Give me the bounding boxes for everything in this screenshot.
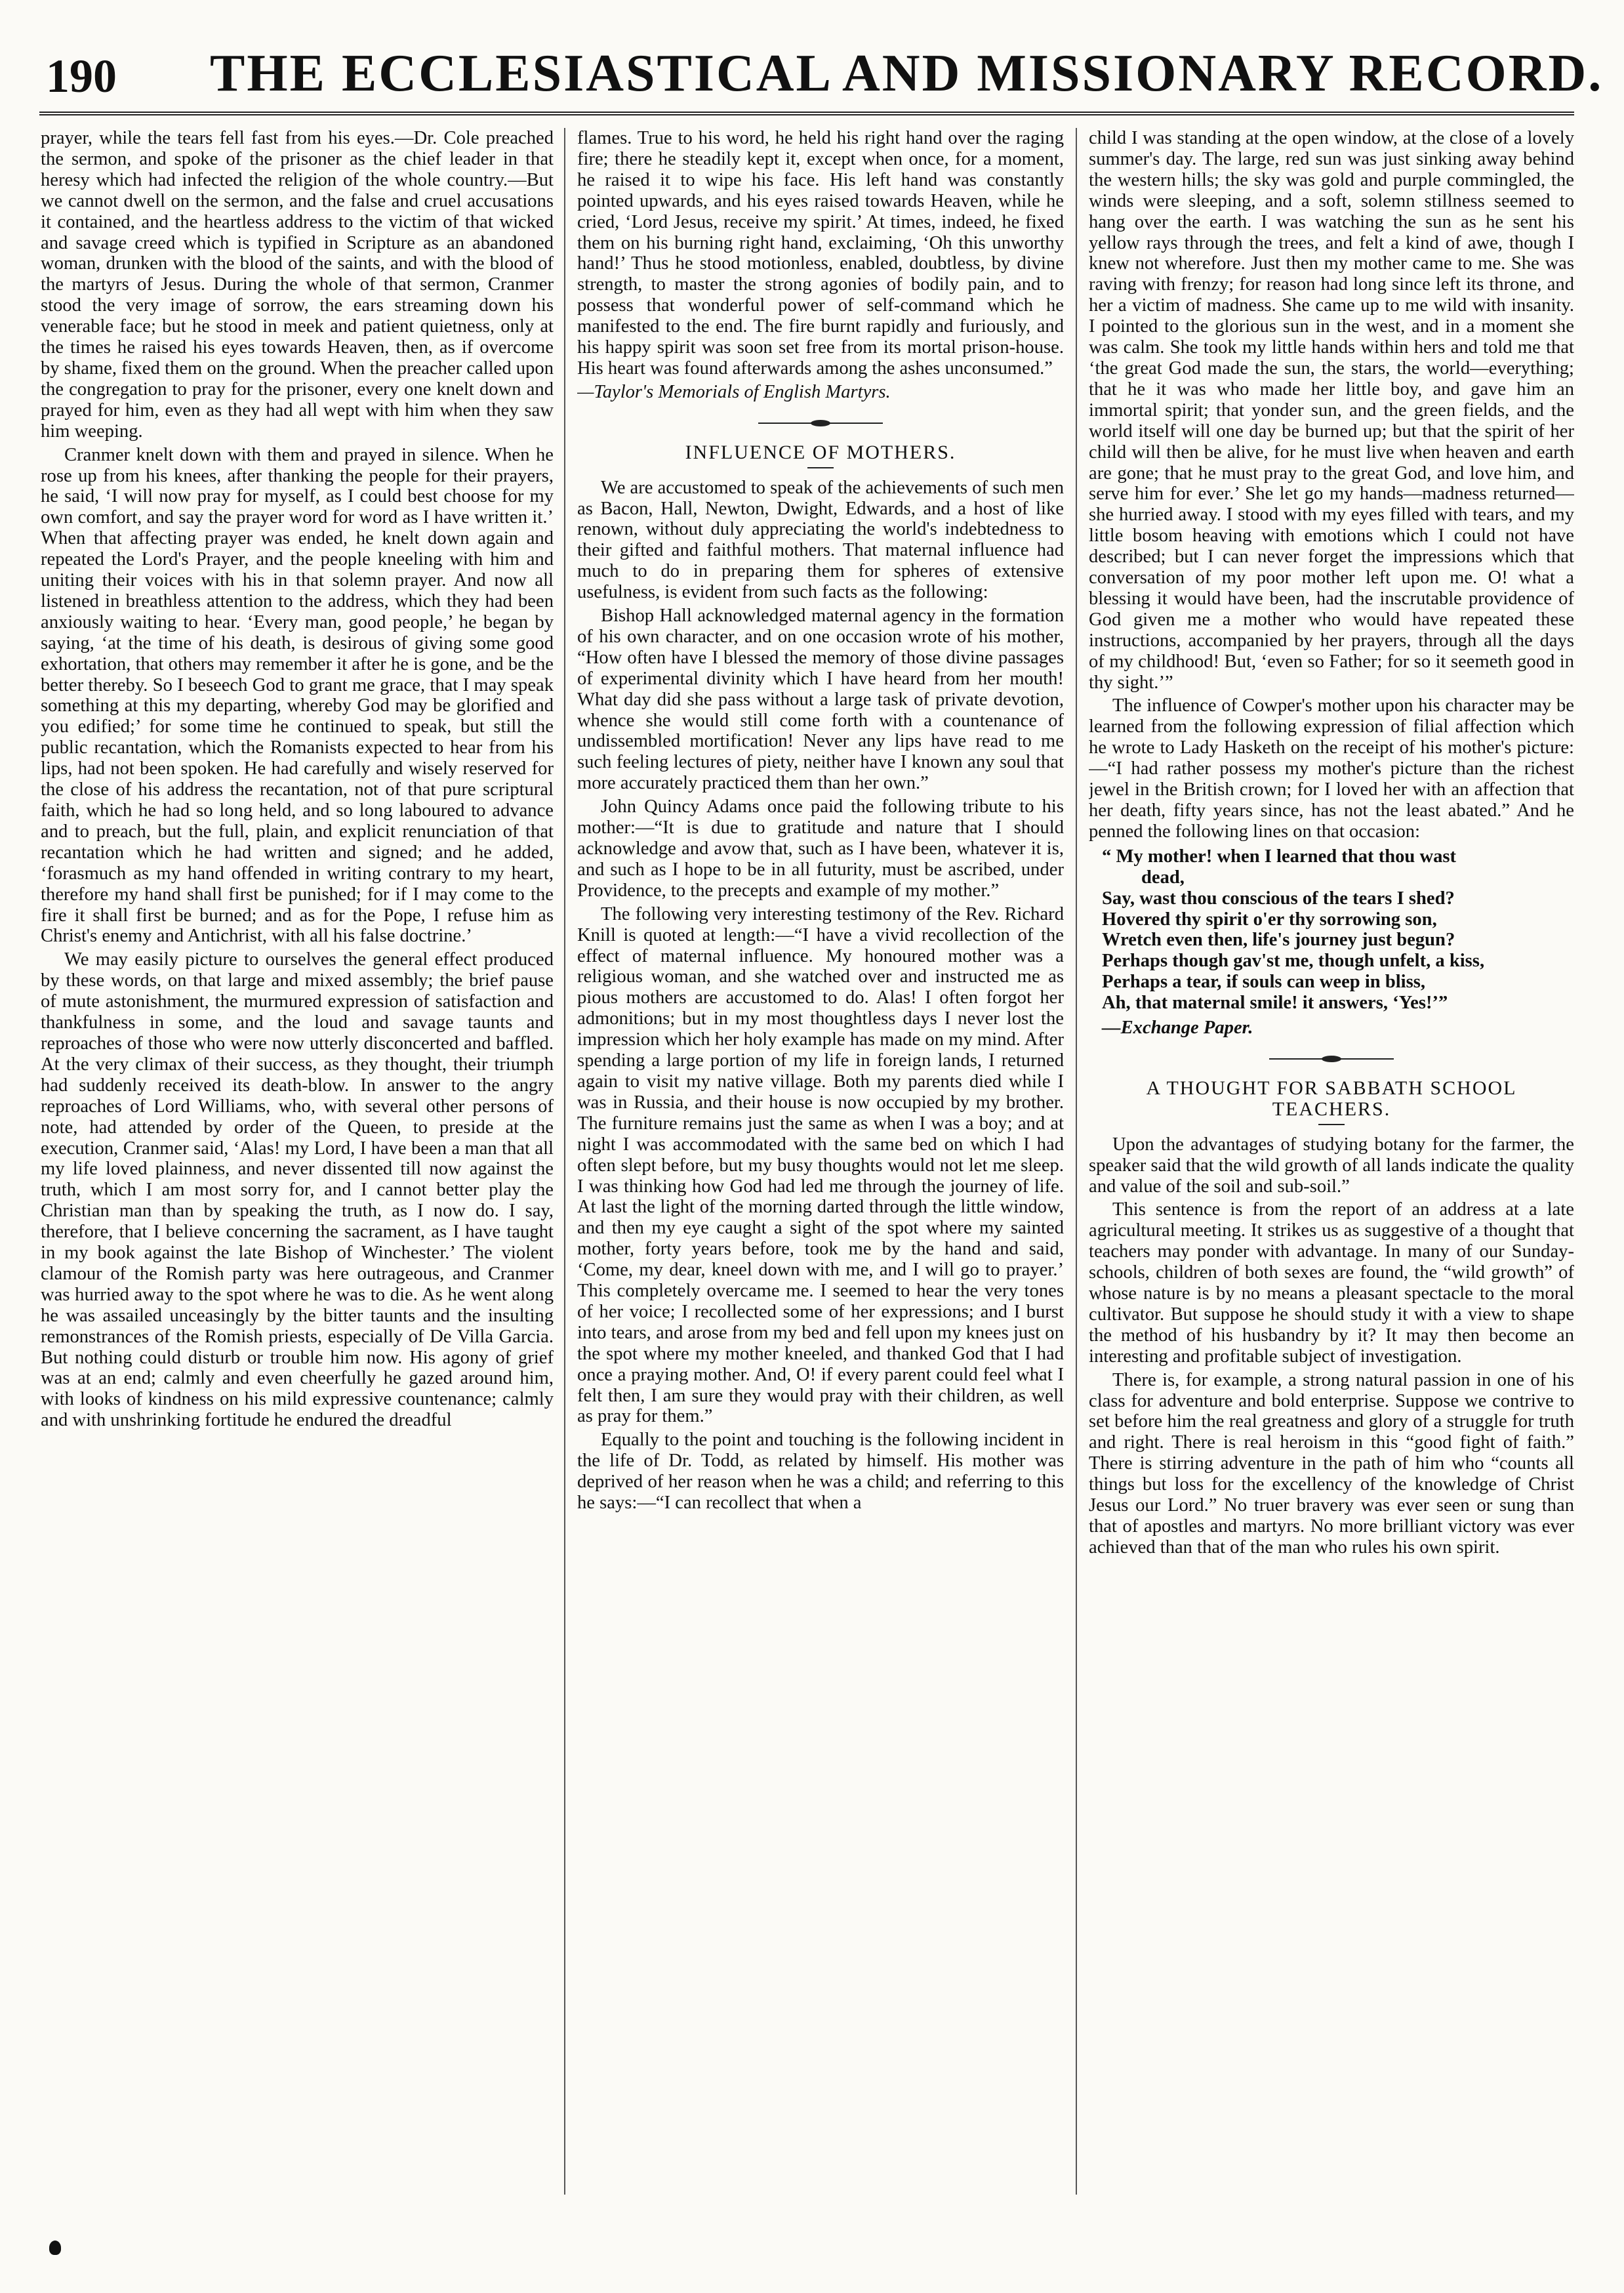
article-heading: INFLUENCE OF MOTHERS. — [685, 441, 956, 463]
page-number: 190 — [46, 50, 117, 102]
paragraph: Upon the advantages of studying botany for the farmer, the speaker said that the wild growth of all lands indicate the quality and value of the soil and sub-soil.” — [1089, 1134, 1574, 1197]
poem-line: Perhaps though gav'st me, though unfelt, a kiss, — [1102, 951, 1485, 972]
column-3 — [1089, 128, 1574, 2195]
article-heading: A THOUGHT FOR SABBATH SCHOOL TEACHERS. — [1146, 1077, 1517, 1120]
poem — [1102, 846, 1574, 1014]
paragraph: There is, for example, a strong natural passion in one of his class for adventure and bold enterprise. Suppose we contrive to set before him the real greatness and glory of a struggle for truth and right. There is real heroism in this “good fight of faith.” There is stirring adventure in the path of him who “counts all things but loss for the excellency of the knowledge of Christ Jesus our Lord.” No truer bravery was ever seen or sung than that of apostles and martyrs. No more brilliant victory was ever achieved than that of the man who rules his own spirit. — [1089, 1369, 1574, 1558]
poem-line: Hovered thy spirit o'er thy sorrowing son, — [1102, 909, 1437, 930]
running-head: THE ECCLESIASTICAL AND MISSIONARY RECORD. — [210, 45, 1604, 102]
column-2 — [577, 128, 1064, 2195]
paragraph: prayer, while the tears fell fast from his eyes.—Dr. Cole preached the sermon, and spoke of the prisoner as the chief leader in that heresy which had infected the religion of the whole country.—But we cannot dwell on the sermon, and the false and cruel accusations it contained, and the heartless address to the victim of that wicked and savage creed which is typified in Scripture as an abandoned woman, drunken with the blood of the saints, and with the blood of the martyrs of Jesus. During the whole of that sermon, Cranmer stood the very image of sorrow, the ears streaming down his venerable face; but he stood in meek and patient quietness, only at the times he raised his eyes towards Heaven, then, as if overcome by shame, fixed them on the ground. When the preacher called upon the congregation to pray for the prisoner, every one knelt down and prayed for him, even as they had all wept with him when they saw him weeping. — [41, 128, 554, 442]
ink-mark — [49, 2241, 61, 2255]
paragraph: flames. True to his word, he held his right hand over the raging fire; there he steadily kept it, except when once, for a moment, he raised it to wipe his face. His left hand was constantly pointed upwards, and his eyes raised towards Heaven, while he cried, ‘Lord Jesus, receive my spirit.’ At times, indeed, he fixed them on his burning right hand, exclaiming, ‘Oh this unworthy hand!’ Thus he stood motionless, enabled, doubtless, by divine strength, to master the strong agonies of bodily pain, and to possess that wonderful power of self-command which he manifested to the end. The fire burnt rapidly and furiously, and his happy spirit was soon set free from its mortal prison-house. His heart was found afterwards among the ashes unconsumed.” — [577, 128, 1064, 379]
poem-line: Perhaps a tear, if souls can weep in bliss, — [1102, 972, 1426, 993]
attribution: —Exchange Paper. — [1102, 1018, 1253, 1039]
poem-line: “ My mother! when I learned that thou wast — [1102, 846, 1457, 867]
paragraph: We may easily picture to ourselves the general effect produced by these words, on that large and mixed assembly; the brief pause of mute astonishment, the murmured expression of satisfaction and thankfulness in some, and the loud and savage taunts and reproaches of those who were now utterly disconcerted and baffled. At the very climax of their success, as they thought, their triumph had suddenly received its death-blow. In answer to the angry reproaches of Lord Williams, who, with several other persons of note, had attended by order of the Queen, to preside at the execution, Cranmer said, ‘Alas! my Lord, I have been a man that all my life loved plainness, and never dissented till now against the truth, which I am most sorry for, and I cannot better play the Christian man than by speaking the truth, as I now do. I say, therefore, that I believe concerning the sacrament, as I have taught in my book against the late Bishop of Winchester.’ The violent clamour of the Romish party was here outrageous, and Cranmer was hurried away to the spot where he was to die. As he went along he was assailed unceasingly by the bitter taunts and the insulting remonstrances of the Romish priests, especially of De Villa Garcia. But nothing could disturb or trouble him now. His agony of grief was at an end; calmly and even cheerfully he gazed around him, with looks of kindness on his mild expressive countenance; calmly and with unshrinking fortitude he endured the dreadful — [41, 949, 554, 1431]
heading-rule — [807, 467, 834, 468]
paragraph: Cranmer knelt down with them and prayed in silence. When he rose up from his knees, after thanking the people for their prayers, he said, ‘I will now pray for myself, as I could best choose for my own comfort, and say the prayer word for word as I have written it.’ When that affecting prayer was ended, he knelt down again and repeated the Lord's Prayer, and the people kneeling with him and uniting their voices with his in that solemn prayer. And now all listened in breathless attention to the address, which they had been anxiously waiting to hear. ‘Every man, good people,’ he began by saying, ‘at the time of his death, is desirous of giving some good exhortation, that others may remember it after he is gone, and be the better thereby. So I beseech God to grant me grace, that I may speak something at this my departing, whereby God may be glorified and you edified;’ for some time he continued to speak, but still the public recantation, which the Romanists expected to hear from his lips, had not been spoken. He had carefully and wisely reserved for the close of his address the recantation, not of that pure scriptural faith, which he had so long held, and so long laboured to advance and to preach, but the full, plain, and explicit renunciation of that recantation which he had written and signed; and he added, ‘forasmuch as my hand offended in writing contrary to my heart, therefore my hand shall first be punished; for if I may come to the fire it shall first be burned; and as for the Pope, I refuse him as Christ's enemy and Antichrist, with all his false doctrine.’ — [41, 444, 554, 947]
paragraph: child I was standing at the open window, at the close of a lovely summer's day. The large, red sun was just sinking away behind the western hills; the sky was gold and purple commingled, the winds were sleeping, and a soft, solemn stillness seemed to hang over the earth. I was watching the sun as he sent his yellow rays through the trees, and felt a kind of awe, though I knew not wherefore. Just then my mother came to me. She was raving with frenzy; for reason had long since left its throne, and her a victim of madness. She came up to me wild with insanity. I pointed to the glorious sun in the west, and in a moment she was calm. She took my little hands within hers and told me that ‘the great God made the sun, the stars, the world—everything; that he it was who made her little boy, and gave him an immortal spirit; that yonder sun, and the green fields, and the world itself will one day be burned up; but that the spirit of her child will then be alive, for he must live when heaven and earth are gone; that he must pray to the great God, and love him, and serve him for ever.’ She let go my hands—madness returned—she hurried away. I stood with my eyes filled with tears, and my little bosom heaving with emotions which I could not have described; but I can never forget the impressions which that conversation of my poor mother left upon me. O! what a blessing it would have been, had the inscrutable providence of God given me a mother who would have repeated these instructions, accompanied by her prayers, through all the days of my childhood! But, ‘even so Father; for so it seemeth good in thy sight.’” — [1089, 128, 1574, 693]
attribution: —Taylor's Memorials of English Martyrs. — [577, 381, 891, 402]
paragraph: We are accustomed to speak of the achievements of such men as Bacon, Hall, Newton, Dwight, Edwards, and a host of like renown, without duly appreciating the world's indebtedness to their gifted and faithful mothers. That maternal influence had much to do in preparing them for spheres of extensive usefulness, is evident from such facts as the following: — [577, 477, 1064, 603]
paragraph: Equally to the point and touching is the following incident in the life of Dr. Todd, as related by himself. His mother was deprived of her reason when he was a child; and referring to this he says:—“I can recollect that when a — [577, 1430, 1064, 1514]
paragraph: This sentence is from the report of an address at a late agricultural meeting. It strikes us as suggestive of a thought that teachers may ponder with advantage. In many of our Sunday-schools, children of both sexes are found, the “wild growth” of whose nature is by no means a pleasant spectacle to the moral cultivator. But suppose he should study it with a view to shape the method of his husbandry by it? It may then become an interesting and profitable subject of investigation. — [1089, 1199, 1574, 1367]
column-rule-1 — [564, 128, 565, 2195]
paragraph: John Quincy Adams once paid the following tribute to his mother:—“It is due to gratitude and nature that I should acknowledge and avow that, such as I have been, whatever it is, and such as I hope to be in all futurity, must be ascribed, under Providence, to the precepts and example of my mother.” — [577, 796, 1064, 901]
column-1 — [41, 128, 554, 2195]
paragraph: The influence of Cowper's mother upon his character may be learned from the following expression of filial affection which he wrote to Lady Hasketh on the receipt of his mother's picture:—“I had rather possess my mother's picture than the richest jewel in the British crown; for I loved her with an affection that her death, fifty years since, has not the least abated.” And he penned the following lines on that occasion: — [1089, 695, 1574, 842]
column-rule-2 — [1076, 128, 1077, 2195]
poem-line: dead, — [1141, 867, 1185, 888]
poem-line: Ah, that maternal smile! it answers, ‘Yes!’” — [1102, 993, 1448, 1014]
section-ornament — [577, 411, 1064, 432]
poem-line: Wretch even then, life's journey just begun? — [1102, 930, 1455, 951]
header-rule — [39, 112, 1574, 115]
heading-rule — [1318, 1124, 1345, 1125]
paragraph: The following very interesting testimony of the Rev. Richard Knill is quoted at length:—“I have a vivid recollection of the effect of maternal influence. My honoured mother was a religious woman, and she watched over and instructed me as pious mothers are accustomed to do. Alas! I often forgot her admonitions; but in my most thoughtless days I never lost the impression which her holy example has made on my mind. After spending a large portion of my life in foreign lands, I returned again to visit my native village. Both my parents died while I was in Russia, and their house is now occupied by my brother. The furniture remains just the same as when I was a boy; and at night I was accommodated with the same bed on which I had often slept before, but my busy thoughts would not let me sleep. I was thinking how God had led me through the journey of life. At last the light of the morning darted through the little window, and then my eye caught a sight of the spot where my sainted mother, forty years before, took me by the hand and said, ‘Come, my dear, kneel down with me, and I will go to prayer.’ This completely overcame me. I seemed to hear the very tones of her voice; I recollected some of her expressions; and I burst into tears, and arose from my bed and fell upon my knees just on the spot where my mother kneeled, and thanked God that I had once a praying mother. And, O! if every parent could feel what I felt then, I am sure they would pray with their children, as well as pray for them.” — [577, 903, 1064, 1427]
paragraph: Bishop Hall acknowledged maternal agency in the formation of his own character, and on one occasion wrote of his mother, “How often have I blessed the memory of those divine passages of experimental divinity which I have heard from her mouth! What day did she pass without a large task of private devotion, whence she would still come forth with a countenance of undissembled mortification! Never any lips have read to me such feeling lectures of piety, neither have I known any soul that more accurately practiced them than her own.” — [577, 606, 1064, 794]
poem-line: Say, wast thou conscious of the tears I shed? — [1102, 888, 1455, 909]
section-ornament — [1089, 1046, 1574, 1067]
